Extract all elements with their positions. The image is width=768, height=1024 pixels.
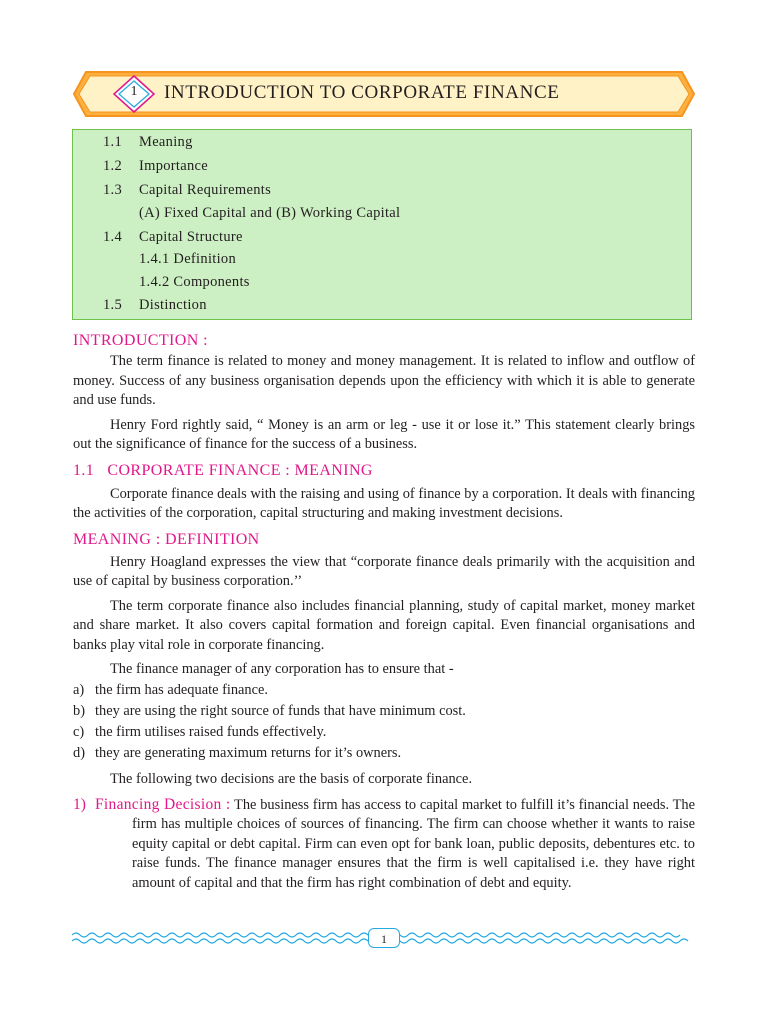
list-item-marker: a) (73, 681, 85, 698)
list-item-text: they are using the right source of funds that have minimum cost. (95, 702, 466, 719)
toc-item-number: 1.2 (103, 158, 123, 174)
list-item (36, 744, 695, 764)
toc-item-label: Meaning (139, 134, 193, 150)
introduction-paragraph: The term finance is related to money and money management. It is related to inflow and outflow of money. Success of any business organisation depends upon the efficiency with which it is able to generate and use funds. (73, 353, 695, 408)
toc-item-label: Capital Structure (139, 229, 243, 245)
toc-item-number: 1.4 (103, 229, 123, 245)
list-item-text: the firm has adequate finance. (95, 681, 269, 698)
introduction-paragraph: Henry Ford rightly said, “ Money is an arm or leg - use it or lose it.” This statement clearly brings out the significance of finance for the success of a business. (73, 416, 695, 452)
definition-paragraph: The finance manager of any corporation has to ensure that - (110, 661, 454, 677)
list-item-marker: c) (73, 723, 85, 740)
main-content (73, 330, 695, 893)
toc-item-number: 1.5 (103, 297, 123, 313)
list-item-text: they are generating maximum returns for it’s owners. (95, 744, 402, 761)
section-1-1-paragraph: Corporate finance deals with the raising and using of finance by a corporation. It deals with financing the activities of the corporation, capital structuring and making investment decisions. (73, 485, 695, 521)
toc-item-label: Distinction (139, 297, 207, 313)
list-item-text: the firm utilises raised funds effectively. (95, 723, 327, 740)
decision-title: Financing Decision : (95, 795, 231, 813)
toc-item-number: 1.1 (103, 134, 123, 150)
definition-paragraph: Henry Hoagland expresses the view that “corporate finance deals primarily with the acquisition and use of capital by business corporation.’’ (73, 553, 695, 589)
toc-item-label: Importance (139, 158, 209, 174)
page-number: 1 (368, 928, 400, 948)
chapter-title: INTRODUCTION TO CORPORATE FINANCE (164, 82, 560, 103)
introduction-heading: INTRODUCTION : (73, 332, 208, 349)
decision-text: The business firm has access to capital market to fulfill it’s financial needs. The firm has multiple choices of sources of financing. The firm can choose whether it wants to raise equity capital or debt capital. Firm can even opt for bank loan, public deposits, debentures etc. to raise funds. The finance manager ensures that the firm is well capitalised i.e. they have right amount of capital and that the firm has right combination of debt and equity. (132, 796, 695, 891)
toc-item-label: 1.4.1 Definition (139, 251, 237, 267)
list-item-marker: d) (73, 744, 85, 761)
toc-item-number: 1.3 (103, 182, 123, 198)
toc-item-label: Capital Requirements (139, 182, 272, 198)
toc-item-label: (A) Fixed Capital and (B) Working Capital (139, 205, 401, 221)
toc-item-label: 1.4.2 Components (139, 274, 250, 290)
financing-decision (36, 795, 695, 894)
list-item-marker: b) (73, 702, 85, 719)
list-item (36, 723, 695, 743)
list-item (36, 702, 695, 722)
definition-paragraph: The term corporate finance also includes financial planning, study of capital market, money market and share market. It also covers capital formation and foreign capital. Even financial organisations and banks play vital role in corporate financing. (73, 597, 695, 653)
list-item (36, 681, 695, 701)
decision-marker: 1) (73, 795, 86, 813)
ensure-list (36, 681, 695, 764)
definition-paragraph: The following two decisions are the basis of corporate finance. (110, 771, 473, 787)
table-of-contents (72, 129, 692, 320)
definition-heading: MEANING : DEFINITION (73, 530, 260, 548)
section-1-1-heading: 1.1 CORPORATE FINANCE : MEANING (73, 461, 373, 479)
chapter-number: 1 (130, 84, 138, 99)
